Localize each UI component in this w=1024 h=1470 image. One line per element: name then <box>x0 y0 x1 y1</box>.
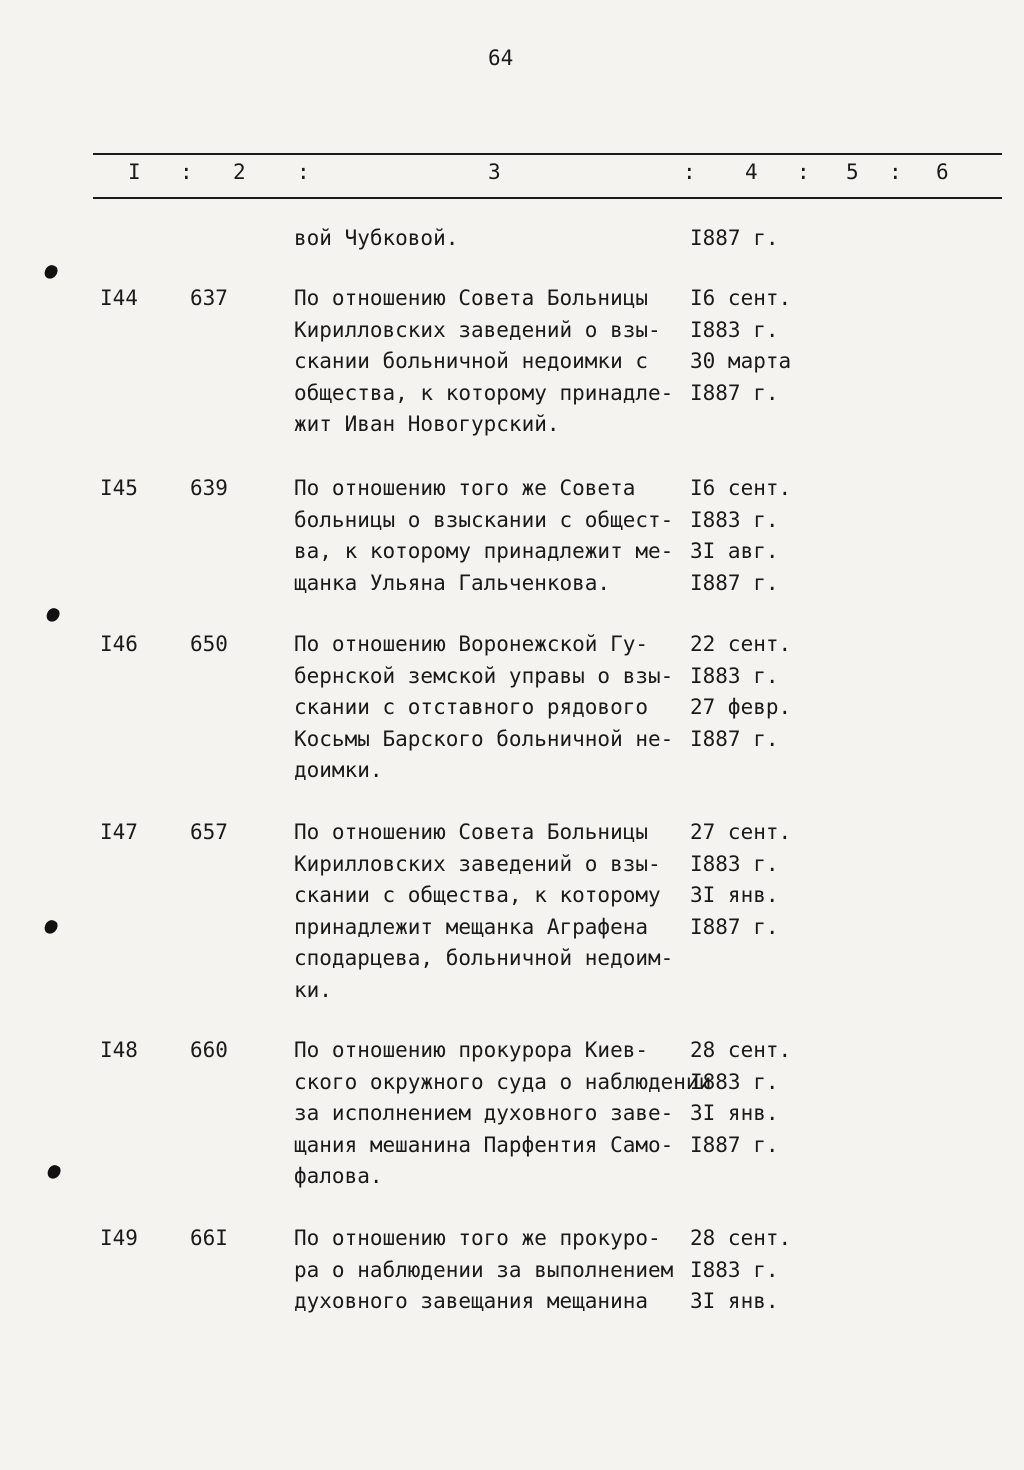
entry-date-line: 3I янв. <box>690 883 779 907</box>
entry-number: I45 <box>100 476 138 500</box>
entry-description-line: ки. <box>294 977 332 1002</box>
entry-date-line: I883 г. <box>690 1257 779 1282</box>
entry-description-line: за исполнением духовного заве- <box>294 1101 674 1125</box>
entry-date-line: 3I янв. <box>690 1289 779 1313</box>
entry-description-line: жит Иван Новогурский. <box>294 412 560 436</box>
entry-description-line: Кирилловских заведений о взы- <box>294 317 661 342</box>
entry-date-line: I887 г. <box>690 914 779 939</box>
entry-date-line: 22 сент. <box>690 632 792 656</box>
continuation-description-line: вой Чубковой. <box>294 226 459 250</box>
entry-date-line: 27 сент. <box>690 820 792 844</box>
header-sep2: : <box>297 160 310 184</box>
header-col6: 6 <box>936 160 949 184</box>
header-col3: 3 <box>488 160 501 184</box>
entry-description-line: ского окружного суда о наблюдении <box>294 1069 712 1094</box>
header-sep5: : <box>889 160 902 184</box>
entry-date-line: 28 сент. <box>690 1226 792 1250</box>
entry-description-line: принадлежит мещанка Аграфена <box>294 914 649 939</box>
entry-date-line: 28 сент. <box>690 1038 792 1062</box>
entry-description-line: щанка Ульяна Гальченкова. <box>294 570 611 595</box>
page-number: 64 <box>488 46 514 70</box>
entry-number: I48 <box>100 1038 138 1062</box>
case-number: 660 <box>190 1038 228 1062</box>
entry-description-line: скании с отставного рядового <box>294 695 649 719</box>
entry-date-line: I6 сент. <box>690 476 792 500</box>
entry-description-line: скании с общества, к которому <box>294 883 661 907</box>
entry-number: I46 <box>100 632 138 656</box>
case-number: 639 <box>190 476 228 500</box>
entry-description-line: По отношению прокурора Киев- <box>294 1038 649 1062</box>
entry-date-line: I887 г. <box>690 726 779 751</box>
entry-description-line: духовного завещания мещанина <box>294 1289 649 1313</box>
header-sep4: : <box>797 160 810 184</box>
entry-date-line: 3I авг. <box>690 539 779 563</box>
entry-description-line: скании больничной недоимки с <box>294 349 649 373</box>
header-col4: 4 <box>745 160 758 184</box>
header-col2: 2 <box>233 160 246 184</box>
entry-date-line: I6 сент. <box>690 286 792 310</box>
entry-description-line: общества, к которому принадле- <box>294 380 674 405</box>
entry-date-line: 27 февр. <box>690 695 792 719</box>
header-col1: I <box>128 160 141 184</box>
entry-number: I49 <box>100 1226 138 1250</box>
entry-description-line: Кирилловских заведений о взы- <box>294 851 661 876</box>
entry-description-line: доимки. <box>294 758 383 782</box>
entry-description-line: больницы о взыскании с общест- <box>294 507 674 532</box>
entry-description-line: ва, к которому принадлежит ме- <box>294 539 674 563</box>
header-sep1: : <box>180 160 193 184</box>
entry-description-line: ра о наблюдении за выполнением <box>294 1257 674 1282</box>
continuation-date-line: I887 г. <box>690 226 779 250</box>
entry-description-line: фалова. <box>294 1164 383 1188</box>
case-number: 637 <box>190 286 228 310</box>
entry-date-line: I887 г. <box>690 570 779 595</box>
entry-date-line: I883 г. <box>690 317 779 342</box>
case-number: 66I <box>190 1226 228 1250</box>
case-number: 657 <box>190 820 228 844</box>
entry-number: I44 <box>100 286 138 310</box>
entry-description-line: По отношению того же Совета <box>294 476 636 500</box>
entry-description-line: По отношению Воронежской Гу- <box>294 632 649 656</box>
entry-description-line: По отношению Совета Больницы <box>294 820 649 844</box>
entry-description-line: Косьмы Барского больничной не- <box>294 726 674 751</box>
entry-description-line: щания мешанина Парфентия Само- <box>294 1132 674 1157</box>
entry-date-line: I883 г. <box>690 851 779 876</box>
entry-date-line: 30 марта <box>690 349 792 373</box>
entry-description-line: По отношению того же прокуро- <box>294 1226 661 1250</box>
header-sep3: : <box>683 160 696 184</box>
entry-description-line: По отношению Совета Больницы <box>294 286 649 310</box>
entry-date-line: 3I янв. <box>690 1101 779 1125</box>
case-number: 650 <box>190 632 228 656</box>
entry-date-line: I887 г. <box>690 380 779 405</box>
entry-description-line: бернской земской управы о взы- <box>294 663 674 688</box>
entry-number: I47 <box>100 820 138 844</box>
entry-date-line: I883 г. <box>690 1069 779 1094</box>
entry-date-line: I883 г. <box>690 663 779 688</box>
header-col5: 5 <box>846 160 859 184</box>
entry-date-line: I887 г. <box>690 1132 779 1157</box>
entry-description-line: сподарцева, больничной недоим- <box>294 946 674 970</box>
entry-date-line: I883 г. <box>690 507 779 532</box>
